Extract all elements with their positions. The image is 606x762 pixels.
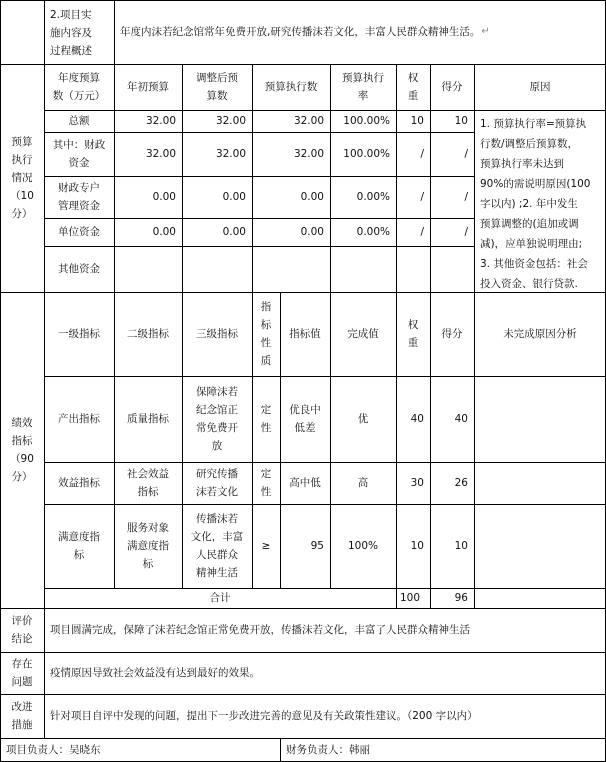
- budget-cell: /: [464, 148, 468, 160]
- budget-cell: 100.00%: [343, 148, 390, 160]
- budget-cell: 0.00: [222, 226, 246, 238]
- budget-header-initial: 年初预算: [127, 81, 169, 93]
- improvement-content: 针对项目自评中发现的问题，提出下一步改进完善的意见及有关政策性建议。（200 字以内）: [50, 710, 478, 722]
- budget-cell: 100.00%: [343, 115, 390, 127]
- total-score: 96: [454, 592, 468, 604]
- budget-row-name: 其他资金: [58, 263, 100, 275]
- perf-score: 40: [454, 413, 468, 425]
- budget-cell: 10: [410, 115, 424, 127]
- perf-header-level2: 二级指标: [127, 328, 169, 340]
- budget-cell: 32.00: [215, 148, 246, 160]
- problems-label: 存在 问题: [11, 658, 33, 688]
- perf-level3: 研究传播 沫若文化: [196, 468, 238, 498]
- budget-header-rate: 预算执行 率: [342, 72, 384, 102]
- budget-header-executed: 预算执行数: [264, 81, 318, 93]
- evaluation-content: 项目圆满完成，保障了沫若纪念馆正常免费开放，传播沫若文化，丰富了人民群众精神生活: [50, 624, 470, 636]
- perf-reason: [474, 462, 606, 504]
- budget-row-name: 单位资金: [58, 226, 100, 238]
- budget-header-weight: 权 重: [407, 72, 419, 102]
- perf-level1: 满意度指 标: [58, 531, 100, 561]
- perf-nature: ≥: [261, 540, 271, 552]
- perf-header-reason: 未完成原因分析: [503, 328, 577, 340]
- budget-cell: [252, 246, 330, 292]
- perf-score: 26: [454, 477, 468, 489]
- budget-cell: 0.00: [222, 191, 246, 203]
- budget-reason-note: 1. 预算执行率=预算执 行数/调整后预算数， 预算执行率未达到 90%的需说明原因(100 字以内) ;2. 年中发生 预算调整的(追加或调 减)，应单独说明理由; 3. 其他资金包括：社会 投入资金、银行贷款.: [480, 118, 591, 290]
- budget-cell: 0.00: [300, 191, 324, 203]
- project-leader: 项目负责人： 吴晓东: [6, 744, 101, 756]
- budget-cell: 32.00: [145, 148, 176, 160]
- budget-row-name: 其中：财政 资金: [52, 139, 106, 169]
- budget-cell: 10: [454, 115, 468, 127]
- perf-actual: 100%: [347, 540, 379, 552]
- perf-reason: [474, 504, 606, 588]
- perf-target: 95: [310, 540, 324, 552]
- perf-header-nature: 指 标 性 质: [260, 301, 272, 367]
- perf-target: 优良中 低差: [289, 404, 321, 434]
- perf-reason: [474, 376, 606, 462]
- budget-row-name: 总额: [68, 115, 90, 127]
- perf-level2: 服务对象 满意度指 标: [127, 522, 169, 570]
- perf-level1: 效益指标: [58, 477, 100, 489]
- finance-leader: 财务负责人： 韩丽: [286, 744, 370, 756]
- budget-cell: [330, 246, 396, 292]
- performance-section-label: 绩效 指标 （90 分）: [10, 417, 34, 483]
- budget-cell: /: [420, 226, 424, 238]
- perf-header-actual: 完成值: [347, 328, 379, 340]
- perf-nature: 定 性: [260, 468, 272, 498]
- perf-level2: 质量指标: [127, 413, 169, 425]
- perf-level3: 保障沫若 纪念馆正 常免费开 放: [196, 386, 238, 452]
- perf-header-weight: 权 重: [407, 319, 419, 349]
- perf-level3: 传播沫若 文化，丰富 人民群众 精神生活: [190, 513, 244, 579]
- budget-cell: 32.00: [215, 115, 246, 127]
- budget-cell: 32.00: [293, 115, 324, 127]
- perf-header-score: 得分: [441, 328, 463, 340]
- budget-cell: 0.00: [300, 226, 324, 238]
- budget-cell: /: [420, 191, 424, 203]
- budget-cell: 0.00: [152, 226, 176, 238]
- perf-header-level3: 三级指标: [196, 328, 238, 340]
- perf-level2: 社会效益 指标: [127, 468, 169, 498]
- overview-label: 2.项目实 施内容及 过程概述: [50, 9, 92, 57]
- budget-cell: [396, 246, 430, 292]
- improvement-label: 改进 措施: [11, 701, 33, 731]
- budget-cell: /: [420, 148, 424, 160]
- budget-header-reason: 原因: [529, 81, 551, 93]
- problems-content: 疫情原因导致社会效益没有达到最好的效果。: [50, 667, 260, 679]
- perf-score: 10: [454, 540, 468, 552]
- budget-cell: 0.00: [152, 191, 176, 203]
- budget-header-annual: 年度预算 数（万元）: [52, 72, 106, 102]
- budget-cell: [430, 246, 474, 292]
- budget-cell: 0.00%: [356, 191, 390, 203]
- perf-weight: 40: [410, 413, 424, 425]
- budget-cell: 32.00: [293, 148, 324, 160]
- perf-weight: 10: [410, 540, 424, 552]
- budget-cell: 32.00: [145, 115, 176, 127]
- evaluation-label: 评价 结论: [11, 615, 33, 645]
- perf-actual: 高: [357, 477, 369, 489]
- budget-section-label: 预算 执行 情况 （10 分）: [10, 136, 34, 220]
- total-weight: 100: [400, 592, 421, 604]
- perf-header-level1: 一级指标: [58, 328, 100, 340]
- perf-actual: 优: [357, 413, 369, 425]
- paragraph-mark: ↵: [481, 26, 490, 37]
- perf-weight: 30: [410, 477, 424, 489]
- budget-header-adjusted: 调整后预 算数: [196, 72, 238, 102]
- perf-target: 高中低: [289, 477, 321, 489]
- budget-row-name: 财政专户 管理资金: [58, 182, 100, 212]
- budget-cell: [114, 246, 182, 292]
- perf-header-target: 指标值: [289, 328, 321, 340]
- perf-level1: 产出指标: [58, 413, 100, 425]
- budget-cell: /: [464, 226, 468, 238]
- overview-content: 年度内沫若纪念馆常年免费开放,研究传播沫若文化，丰富人民群众精神生活。 ↵: [116, 0, 604, 64]
- perf-nature: 定 性: [260, 404, 272, 434]
- total-label: 合计: [209, 592, 231, 604]
- budget-header-score: 得分: [441, 81, 463, 93]
- budget-cell: 0.00%: [356, 226, 390, 238]
- budget-cell: /: [464, 191, 468, 203]
- rule: [280, 738, 281, 762]
- budget-cell: [182, 246, 252, 292]
- rule: [114, 0, 115, 64]
